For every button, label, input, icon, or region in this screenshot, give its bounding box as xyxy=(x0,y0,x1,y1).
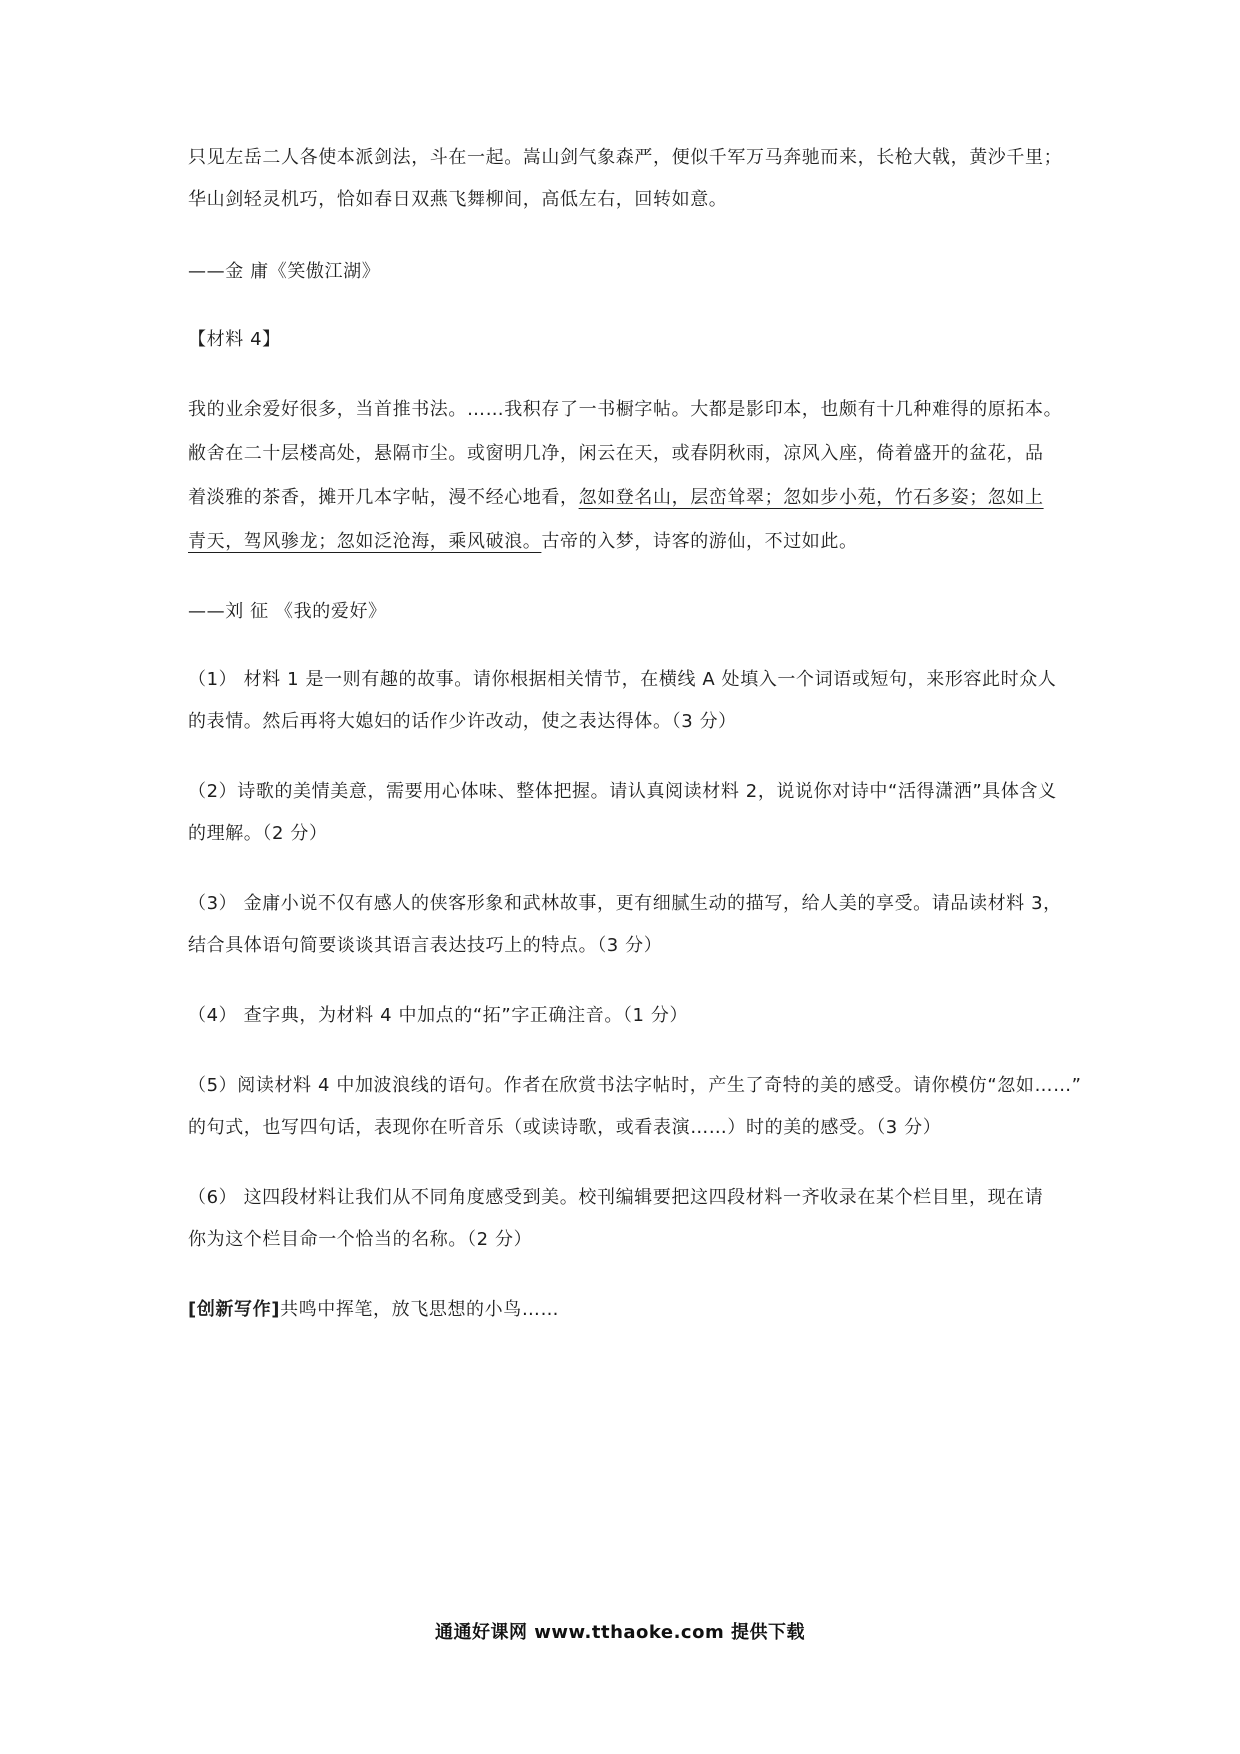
material4-line-3-plain: 着淡雅的茶香，摊开几本字帖，漫不经心地看， xyxy=(188,487,579,508)
question-2-line-2: 的理解。（2 分） xyxy=(188,823,328,844)
material4-source: ——刘 征 《我的爱好》 xyxy=(188,601,387,622)
creative-writing-label: [创新写作] xyxy=(188,1299,281,1320)
creative-writing-prompt xyxy=(188,1290,1058,1330)
question-2-line-1: （2）诗歌的美情美意，需要用心体味、整体把握。请认真阅读材料 2，说说你对诗中“活得潇洒”具体含义 xyxy=(188,781,1057,802)
page-footer: 通通好课网 www.tthaoke.com 提供下载 xyxy=(435,1622,805,1643)
question-1-line-2: 的表情。然后再将大媳妇的话作少许改动，使之表达得体。（3 分） xyxy=(188,711,737,732)
question-3-line-2: 结合具体语句简要谈谈其语言表达技巧上的特点。（3 分） xyxy=(188,935,663,956)
wavy-underlined-sentence-part-2: 青天，驾风骖龙；忽如泛沧海，乘风破浪。 xyxy=(188,531,542,552)
question-4-line-1: （4） 查字典，为材料 4 中加点的“拓”字正确注音。（1 分） xyxy=(188,1005,689,1026)
question-3-line-1: （3） 金庸小说不仅有感人的侠客形象和武林故事，更有细腻生动的描写，给人美的享受。请品读材料 3， xyxy=(188,893,1062,914)
material4-line-3 xyxy=(188,478,1058,518)
material4-line-2: 敝舍在二十层楼高处，悬隔市尘。或窗明几净，闲云在天，或春阴秋雨，凉风入座，倚着盛开的盆花，品 xyxy=(188,443,1044,464)
material4-line-4 xyxy=(188,522,1058,562)
question-6-line-2: 你为这个栏目命一个恰当的名称。（2 分） xyxy=(188,1229,533,1250)
creative-writing-text: 共鸣中挥笔，放飞思想的小鸟…… xyxy=(280,1299,560,1320)
material3-line-1: 只见左岳二人各使本派剑法，斗在一起。嵩山剑气象森严，便似千军万马奔驰而来，长枪大戟，黄沙千里； xyxy=(188,147,1063,168)
material4-line-1: 我的业余爱好很多，当首推书法。……我积存了一书橱字帖。大都是影印本，也颇有十几种难得的原拓本。 xyxy=(188,399,1063,420)
material3-line-2: 华山剑轻灵机巧，恰如春日双燕飞舞柳间，高低左右，回转如意。 xyxy=(188,189,728,210)
question-5-line-1: （5）阅读材料 4 中加波浪线的语句。作者在欣赏书法字帖时，产生了奇特的美的感受。请你模仿“忽如……” xyxy=(188,1075,1082,1096)
wavy-underlined-sentence-part-1: 忽如登名山，层峦耸翠；忽如步小苑，竹石多姿；忽如上 xyxy=(578,487,1044,508)
question-5-line-2: 的句式，也写四句话，表现你在听音乐（或读诗歌，或看表演……）时的美的感受。（3 分） xyxy=(188,1117,942,1138)
question-1-line-1: （1） 材料 1 是一则有趣的故事。请你根据相关情节，在横线 A 处填入一个词语或短句，来形容此时众人 xyxy=(188,669,1057,690)
material4-heading: 【材料 4】 xyxy=(188,329,281,350)
material3-source: ——金 庸《笑傲江湖》 xyxy=(188,261,381,282)
material4-line-4-plain: 古帝的入梦，诗客的游仙，不过如此。 xyxy=(541,531,858,552)
question-6-line-1: （6） 这四段材料让我们从不同角度感受到美。校刊编辑要把这四段材料一齐收录在某个栏目里，现在请 xyxy=(188,1187,1044,1208)
